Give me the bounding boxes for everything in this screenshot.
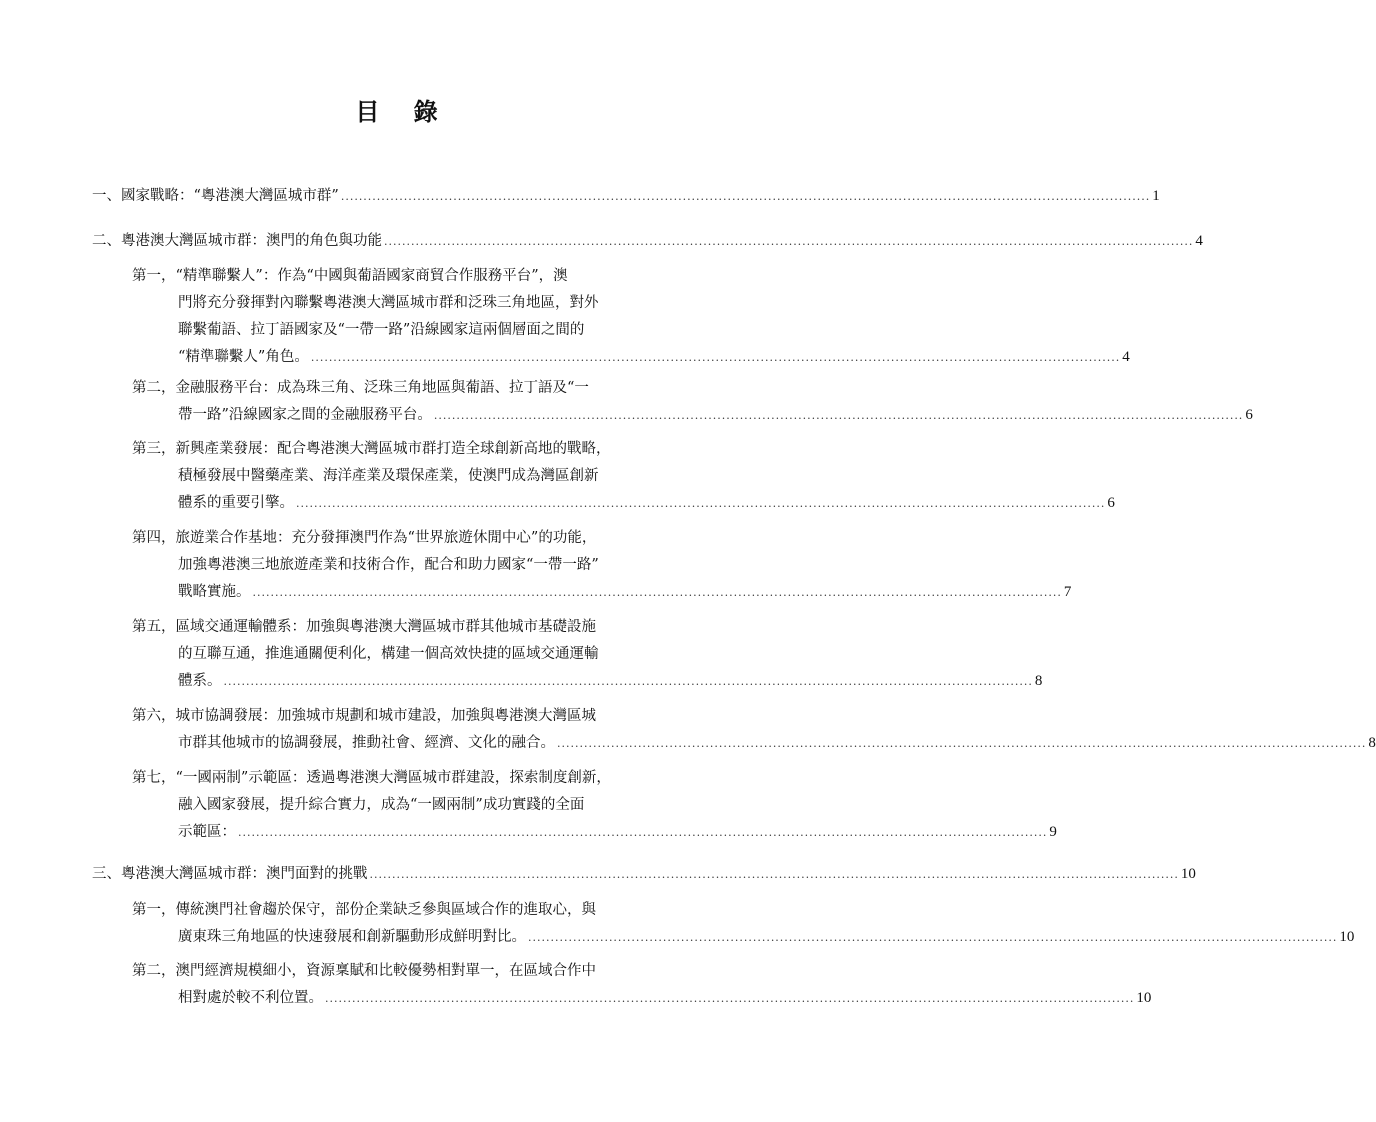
toc-line	[178, 818, 1057, 846]
dot-leader: ....................................................................................................................................................................................	[252, 586, 1062, 599]
toc-text: 帶一路”沿線國家之間的金融服務平台。	[178, 407, 432, 423]
page-number: 10	[1136, 990, 1152, 1006]
page-number: 4	[1195, 233, 1203, 249]
dot-leader: ....................................................................................................................................................................................	[528, 931, 1338, 944]
page-number: 6	[1245, 407, 1253, 423]
toc-text: 第四，旅遊業合作基地：充分發揮澳門作為“世界旅遊休閒中心”的功能，	[132, 530, 597, 546]
toc-text: 第六，城市協調發展：加強城市規劃和城市建設，加強與粵港澳大灣區城	[132, 708, 596, 724]
toc-text: 體系的重要引擎。	[178, 495, 294, 511]
toc-line	[178, 923, 1355, 951]
toc-text: “精準聯繫人”角色。	[178, 349, 309, 365]
toc-line	[178, 551, 660, 579]
toc-text: 第一，“精準聯繫人”：作為“中國與葡語國家商貿合作服務平台”，澳	[132, 268, 568, 284]
dot-leader: ....................................................................................................................................................................................	[433, 409, 1244, 422]
toc-line	[132, 435, 660, 463]
toc-text: 第七，“一國兩制”示範區：透過粵港澳大灣區城市群建設，探索制度創新，	[132, 770, 611, 786]
toc-line	[132, 957, 660, 985]
toc-text: 廣東珠三角地區的快速發展和創新驅動形成鮮明對比。	[178, 929, 526, 945]
toc-line	[92, 227, 1203, 255]
toc-line	[132, 896, 660, 924]
toc-line	[132, 524, 660, 552]
toc-line	[178, 343, 1130, 371]
toc-text: 第三，新興產業發展：配合粵港澳大灣區城市群打造全球創新高地的戰略，	[132, 441, 611, 457]
toc-line	[178, 489, 1115, 517]
toc-text: 戰略實施。	[178, 584, 251, 600]
toc-line	[92, 860, 1196, 888]
toc-line	[178, 462, 660, 490]
page-number: 6	[1107, 495, 1115, 511]
dot-leader: ....................................................................................................................................................................................	[238, 826, 1048, 839]
toc-text: 加強粵港澳三地旅遊產業和技術合作，配合和助力國家“一帶一路”	[178, 557, 599, 573]
toc-line	[132, 374, 660, 402]
dot-leader: ....................................................................................................................................................................................	[557, 737, 1367, 750]
page-number: 8	[1368, 735, 1376, 751]
page-title: 目 錄	[355, 97, 438, 126]
toc-line	[178, 316, 660, 344]
toc-text: 的互聯互通，推進通關便利化，構建一個高效快捷的區域交通運輸	[178, 646, 599, 662]
toc-text: 市群其他城市的協調發展，推動社會、經濟、文化的融合。	[178, 735, 555, 751]
toc-line	[178, 401, 1253, 429]
toc-text: 第五，區域交通運輸體系：加強與粵港澳大灣區城市群其他城市基礎設施	[132, 619, 596, 635]
toc-text: 三、粵港澳大灣區城市群：澳門面對的挑戰	[92, 866, 368, 882]
page-number: 9	[1049, 824, 1057, 840]
toc-text: 示範區：	[178, 824, 236, 840]
dot-leader: ....................................................................................................................................................................................	[384, 235, 1194, 248]
toc-line	[178, 791, 660, 819]
page-number: 8	[1034, 673, 1043, 689]
toc-text: 相對處於較不利位置。	[178, 990, 323, 1006]
dot-leader: ....................................................................................................................................................................................	[325, 992, 1135, 1005]
dot-leader: ....................................................................................................................................................................................	[310, 351, 1121, 364]
toc-text: 融入國家發展，提升綜合實力，成為“一國兩制”成功實踐的全面	[178, 797, 585, 813]
page-number: 10	[1180, 866, 1196, 882]
dot-leader: ....................................................................................................................................................................................	[369, 868, 1179, 881]
toc-text: 聯繫葡語、拉丁語國家及“一帶一路”沿線國家這兩個層面之間的	[178, 322, 585, 338]
toc-line	[178, 984, 1152, 1012]
toc-line	[178, 578, 1072, 606]
toc-line	[92, 182, 1160, 210]
toc-text: 第二，澳門經濟規模細小，資源稟賦和比較優勢相對單一，在區域合作中	[132, 963, 596, 979]
page-number: 10	[1339, 929, 1355, 945]
toc-text: 第二，金融服務平台：成為珠三角、泛珠三角地區與葡語、拉丁語及“一	[132, 380, 589, 396]
toc-text: 積極發展中醫藥產業、海洋產業及環保產業，使澳門成為灣區創新	[178, 468, 599, 484]
toc-line	[178, 640, 660, 668]
toc-text: 體系。	[178, 673, 222, 689]
dot-leader: ....................................................................................................................................................................................	[340, 190, 1151, 203]
page-number: 1	[1152, 188, 1160, 204]
toc-line	[132, 613, 660, 641]
toc-text: 一、國家戰略：“粵港澳大灣區城市群”	[92, 188, 339, 204]
toc-text: 門將充分發揮對內聯繫粵港澳大灣區城市群和泛珠三角地區，對外	[178, 295, 599, 311]
toc-text: 二、粵港澳大灣區城市群：澳門的角色與功能	[92, 233, 382, 249]
toc-text: 第一，傳統澳門社會趨於保守，部份企業缺乏參與區域合作的進取心，與	[132, 902, 596, 918]
toc-line	[178, 667, 1043, 695]
toc-line	[132, 262, 660, 290]
toc-line	[178, 729, 1376, 757]
toc-line	[132, 764, 660, 792]
toc-line	[132, 702, 660, 730]
toc-line	[178, 289, 660, 317]
dot-leader: ....................................................................................................................................................................................	[296, 497, 1106, 510]
dot-leader: ....................................................................................................................................................................................	[223, 675, 1033, 688]
page-number: 4	[1122, 349, 1130, 365]
page-number: 7	[1063, 584, 1072, 600]
